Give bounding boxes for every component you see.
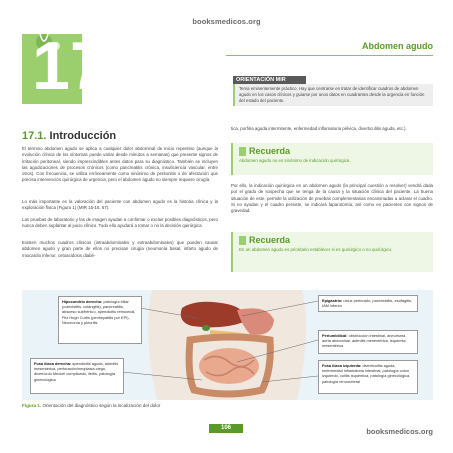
callout-hipocondrio-derecho <box>58 296 142 344</box>
page-number: 106 <box>209 424 243 433</box>
header-divider <box>226 55 433 56</box>
callout-title: Hipocondrio derecho: <box>62 299 103 304</box>
paragraph-intro: El término abdomen agudo se aplica a cualquier dolor abdominal de inicio repentino (aunque la evolución clínica de los síntomas puede variar desde minutos a semanas) que presente signos de irritación peritoneal, siendo imprescindibles antes datos para su diagnóstico. También se incluyen las agudizaciones de procesos crónicos (como pancreatitis crónica, insuficiencia vascular, entre otros). Con frecuencia, se utiliza erróneamente como sinónimo de peritonitis o de afectación que precisa intervención quirúrgica de urgencia, pero el abdomen agudo no siempre requiere cirugía. <box>22 146 218 183</box>
figure-caption-text: Orientación del diagnóstico según la localización del dolor <box>42 403 161 408</box>
recuerda-marker-icon <box>239 236 246 245</box>
abdomen-figure <box>22 290 433 400</box>
chapter-title: Abdomen agudo <box>362 41 433 51</box>
paragraph-tests: Las pruebas de laboratorio y las de imagen ayudan a confirmar o excluir posibles diagnósticos, pero nunca deben suplantar al juicio clínico. Todo ello ayudará a tomar o no la decisión quirúrgica. <box>22 217 218 229</box>
paragraph-indication: Por ello, la indicación quirúrgica en un abdomen agudo (la principal cuestión a resolver) vendrá dada por el grado de sospecha que se tenga de la causa y la situación clínica del paciente. La buena situación de este, permite la utilización de pruebas complementarias encaminadas a aclarar el cuadro. Si no ayudan y el cuadro persiste, se indicará laparotomía, así como en pacientes con signos de gravedad. <box>231 183 433 214</box>
figure-caption <box>22 403 160 408</box>
recuerda-heading <box>239 146 427 156</box>
figure-caption-label: Figura 1. <box>22 403 42 408</box>
section-title <box>22 130 116 142</box>
callout-text: obstrucción intestinal, aneurisma aorta abdominal, adenitis mesentérica, isquemia mesentérica <box>322 333 406 349</box>
callout-periumbilical <box>318 330 418 354</box>
site-footer-link[interactable]: booksmedicos.org <box>366 427 433 436</box>
chapter-number: 17 <box>32 28 108 104</box>
callout-title: Periumbilical: <box>322 333 348 338</box>
callout-text: patología biliar (colecistitis, colangitis), pancreatitis, absceso subfrénico, apendicitis retrocecal, Fitz Hugh Curtis (perihepatitis por EPI), Neumonía y pleuritis <box>62 299 136 325</box>
section-title-text: Introducción <box>49 130 117 142</box>
callout-fosa-iliaca-izquierda <box>318 360 418 394</box>
callout-text: apendicitis aguda, adenitis mesentérica, perforación/neoplasia ciego, divertículo Meckel complicado, ileítis, patología ginecológica <box>34 361 119 382</box>
recuerda-title: Recuerda <box>249 235 291 245</box>
section-number: 17.1. <box>22 130 47 142</box>
site-header-link[interactable]: booksmedicos.org <box>192 17 261 26</box>
callout-fosa-iliaca-derecha <box>30 358 124 394</box>
recuerda-box-1 <box>231 143 433 175</box>
recuerda-title: Recuerda <box>249 146 291 156</box>
paragraph-causes: Existen muchos cuadros clínicos (intraabdominales y extraabdominales) que pueden causar abdomen agudo y gran parte de ellos no precisan cirugía (neumonía basal, infarto agudo de miocardio inferior, cetoacidosis diabé- <box>22 240 218 258</box>
callout-text: ulcus perforado, pancreatitis, esofagitis, IAM inferior <box>322 298 412 309</box>
orientation-heading: ORIENTACIÓN MIR <box>233 76 306 84</box>
paragraph-history: Lo más importante es la valoración del paciente con abdomen agudo es la historia clínica y la exploración física (Figura 1) (MIR 15-16, 67). <box>22 199 218 211</box>
recuerda-heading <box>239 235 427 245</box>
callout-title: Epigastrio: <box>322 298 343 303</box>
recuerda-text: Abdomen agudo no es sinónimo de indicación quirúrgica. <box>239 158 351 163</box>
callout-epigastrio <box>318 295 418 312</box>
callout-title: Fosa ilíaca derecha: <box>34 361 72 366</box>
recuerda-text: En un abdomen agudo es prioritario establecer si es quirúrgico o no quirúrgico. <box>239 247 393 252</box>
recuerda-box-2 <box>231 232 433 272</box>
orientation-text: Tema eminentemente práctico. Hay que centrarse en tratar de identificar cuadros de abdomen agudo en los casos clínicos y guiarse por unos datos en cuadrantes desde la urgencia en función del estado del paciente. <box>233 84 433 106</box>
callout-text: diverticulitis aguda, enfermedad inflamatoria intestinal, patología colon izquierdo, colitis isquémica, patología ginecológica, patología renoureteral <box>322 363 411 384</box>
recuerda-marker-icon <box>239 147 246 156</box>
callout-title: Fosa ilíaca izquierda: <box>322 363 362 368</box>
paragraph-continuation: tica, porfiria aguda intermitente, enfermedad inflamatoria pélvica, diverticulitis aguda, etc.). <box>231 126 407 131</box>
